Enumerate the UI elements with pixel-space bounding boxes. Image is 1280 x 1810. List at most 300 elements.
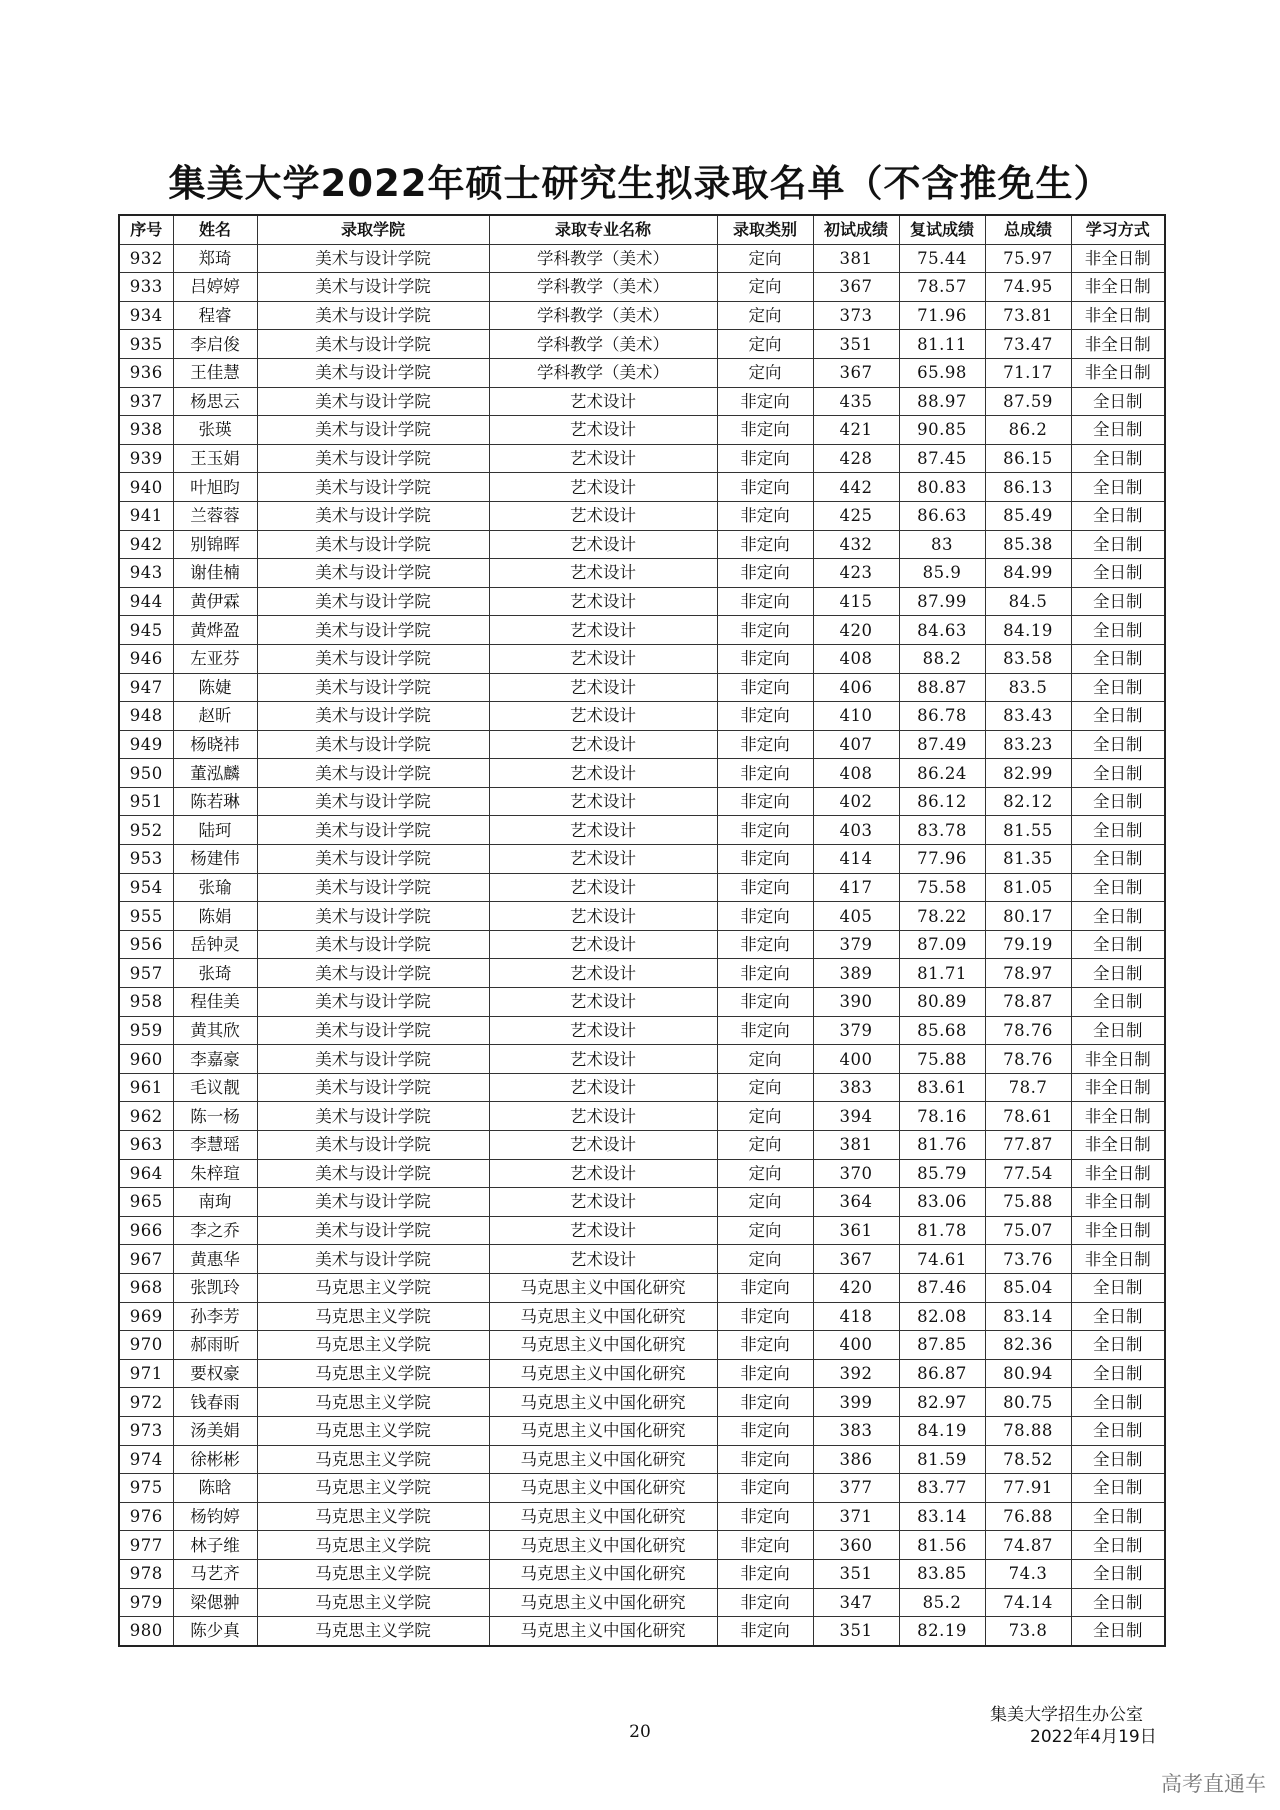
- cell-name: 汤美娟: [173, 1416, 257, 1445]
- table-body: [119, 244, 1165, 1646]
- cell-initial-score: 408: [813, 644, 899, 673]
- watermark: 高考直通车: [1161, 1772, 1266, 1796]
- cell-major: 艺术设计: [489, 530, 717, 559]
- cell-category: 非定向: [717, 444, 813, 473]
- cell-name: 黄其欣: [173, 1016, 257, 1045]
- cell-name: 陈若琳: [173, 787, 257, 816]
- cell-major: 艺术设计: [489, 1245, 717, 1274]
- cell-total-score: 76.88: [985, 1502, 1071, 1531]
- cell-initial-score: 394: [813, 1102, 899, 1131]
- cell-initial-score: 428: [813, 444, 899, 473]
- cell-total-score: 82.12: [985, 787, 1071, 816]
- cell-name: 程佳美: [173, 988, 257, 1017]
- cell-name: 张琦: [173, 959, 257, 988]
- cell-category: 非定向: [717, 1502, 813, 1531]
- cell-category: 非定向: [717, 959, 813, 988]
- cell-name: 兰蓉蓉: [173, 501, 257, 530]
- header-total-score: 总成绩: [985, 215, 1071, 244]
- cell-initial-score: 381: [813, 244, 899, 273]
- cell-retest-score: 86.12: [899, 787, 985, 816]
- cell-college: 美术与设计学院: [257, 244, 489, 273]
- cell-category: 非定向: [717, 730, 813, 759]
- cell-major: 马克思主义中国化研究: [489, 1359, 717, 1388]
- table-row: [119, 730, 1165, 759]
- cell-college: 美术与设计学院: [257, 301, 489, 330]
- table-row: [119, 444, 1165, 473]
- cell-study-mode: 全日制: [1071, 1559, 1165, 1588]
- cell-retest-score: 81.78: [899, 1216, 985, 1245]
- cell-major: 艺术设计: [489, 1073, 717, 1102]
- cell-total-score: 85.04: [985, 1273, 1071, 1302]
- cell-index: 939: [119, 444, 173, 473]
- cell-college: 美术与设计学院: [257, 616, 489, 645]
- table-row: [119, 988, 1165, 1017]
- cell-college: 美术与设计学院: [257, 930, 489, 959]
- cell-college: 美术与设计学院: [257, 787, 489, 816]
- cell-category: 非定向: [717, 902, 813, 931]
- cell-index: 948: [119, 702, 173, 731]
- cell-study-mode: 全日制: [1071, 1331, 1165, 1360]
- cell-college: 美术与设计学院: [257, 358, 489, 387]
- cell-retest-score: 87.09: [899, 930, 985, 959]
- cell-college: 马克思主义学院: [257, 1359, 489, 1388]
- cell-index: 977: [119, 1531, 173, 1560]
- cell-retest-score: 78.22: [899, 902, 985, 931]
- cell-total-score: 84.5: [985, 587, 1071, 616]
- office-name: 集美大学招生办公室: [990, 1705, 1143, 1725]
- cell-college: 美术与设计学院: [257, 416, 489, 445]
- cell-total-score: 77.87: [985, 1131, 1071, 1160]
- cell-total-score: 74.3: [985, 1559, 1071, 1588]
- cell-total-score: 87.59: [985, 387, 1071, 416]
- cell-total-score: 78.52: [985, 1445, 1071, 1474]
- cell-index: 976: [119, 1502, 173, 1531]
- cell-study-mode: 非全日制: [1071, 1245, 1165, 1274]
- cell-study-mode: 全日制: [1071, 1416, 1165, 1445]
- cell-initial-score: 407: [813, 730, 899, 759]
- cell-major: 艺术设计: [489, 444, 717, 473]
- cell-college: 美术与设计学院: [257, 1102, 489, 1131]
- cell-name: 南珣: [173, 1188, 257, 1217]
- cell-total-score: 73.81: [985, 301, 1071, 330]
- cell-retest-score: 82.08: [899, 1302, 985, 1331]
- cell-retest-score: 84.19: [899, 1416, 985, 1445]
- cell-initial-score: 351: [813, 330, 899, 359]
- cell-study-mode: 全日制: [1071, 1273, 1165, 1302]
- cell-category: 定向: [717, 358, 813, 387]
- cell-category: 定向: [717, 301, 813, 330]
- cell-index: 959: [119, 1016, 173, 1045]
- cell-name: 赵昕: [173, 702, 257, 731]
- cell-college: 美术与设计学院: [257, 444, 489, 473]
- cell-category: 非定向: [717, 616, 813, 645]
- table-row: [119, 702, 1165, 731]
- cell-initial-score: 400: [813, 1045, 899, 1074]
- cell-retest-score: 90.85: [899, 416, 985, 445]
- cell-index: 941: [119, 501, 173, 530]
- cell-study-mode: 非全日制: [1071, 1045, 1165, 1074]
- cell-college: 美术与设计学院: [257, 644, 489, 673]
- issue-date: 2022年4月19日: [1030, 1727, 1157, 1747]
- cell-college: 美术与设计学院: [257, 1188, 489, 1217]
- cell-total-score: 77.91: [985, 1474, 1071, 1503]
- cell-initial-score: 435: [813, 387, 899, 416]
- cell-major: 艺术设计: [489, 616, 717, 645]
- cell-college: 马克思主义学院: [257, 1331, 489, 1360]
- table-row: [119, 330, 1165, 359]
- cell-index: 956: [119, 930, 173, 959]
- cell-category: 非定向: [717, 1388, 813, 1417]
- cell-initial-score: 405: [813, 902, 899, 931]
- header-retest-score: 复试成绩: [899, 215, 985, 244]
- cell-study-mode: 非全日制: [1071, 1159, 1165, 1188]
- table-row: [119, 244, 1165, 273]
- cell-major: 艺术设计: [489, 1188, 717, 1217]
- cell-name: 马艺齐: [173, 1559, 257, 1588]
- cell-total-score: 84.99: [985, 559, 1071, 588]
- page-number: 20: [629, 1722, 651, 1742]
- cell-initial-score: 351: [813, 1617, 899, 1646]
- cell-name: 叶旭昀: [173, 473, 257, 502]
- cell-study-mode: 非全日制: [1071, 358, 1165, 387]
- cell-category: 非定向: [717, 1559, 813, 1588]
- table-row: [119, 301, 1165, 330]
- cell-index: 936: [119, 358, 173, 387]
- table-row: [119, 1216, 1165, 1245]
- cell-index: 974: [119, 1445, 173, 1474]
- cell-major: 艺术设计: [489, 816, 717, 845]
- cell-name: 陈晗: [173, 1474, 257, 1503]
- cell-initial-score: 417: [813, 873, 899, 902]
- cell-retest-score: 85.9: [899, 559, 985, 588]
- cell-major: 艺术设计: [489, 673, 717, 702]
- table-row: [119, 358, 1165, 387]
- cell-retest-score: 81.11: [899, 330, 985, 359]
- cell-study-mode: 全日制: [1071, 616, 1165, 645]
- cell-major: 艺术设计: [489, 902, 717, 931]
- cell-study-mode: 全日制: [1071, 1617, 1165, 1646]
- cell-major: 艺术设计: [489, 759, 717, 788]
- cell-index: 967: [119, 1245, 173, 1274]
- cell-retest-score: 78.16: [899, 1102, 985, 1131]
- cell-retest-score: 88.87: [899, 673, 985, 702]
- cell-category: 非定向: [717, 473, 813, 502]
- cell-total-score: 81.35: [985, 845, 1071, 874]
- cell-college: 马克思主义学院: [257, 1273, 489, 1302]
- cell-index: 942: [119, 530, 173, 559]
- cell-index: 951: [119, 787, 173, 816]
- cell-category: 定向: [717, 244, 813, 273]
- cell-index: 955: [119, 902, 173, 931]
- table-row: [119, 1416, 1165, 1445]
- cell-index: 932: [119, 244, 173, 273]
- cell-major: 艺术设计: [489, 845, 717, 874]
- table-row: [119, 473, 1165, 502]
- cell-index: 949: [119, 730, 173, 759]
- cell-total-score: 80.17: [985, 902, 1071, 931]
- cell-study-mode: 非全日制: [1071, 1188, 1165, 1217]
- cell-college: 美术与设计学院: [257, 1245, 489, 1274]
- cell-total-score: 86.15: [985, 444, 1071, 473]
- cell-initial-score: 367: [813, 358, 899, 387]
- cell-initial-score: 373: [813, 301, 899, 330]
- cell-initial-score: 351: [813, 1559, 899, 1588]
- cell-category: 非定向: [717, 501, 813, 530]
- cell-index: 971: [119, 1359, 173, 1388]
- cell-name: 钱春雨: [173, 1388, 257, 1417]
- cell-name: 陈婕: [173, 673, 257, 702]
- cell-retest-score: 80.89: [899, 988, 985, 1017]
- cell-index: 938: [119, 416, 173, 445]
- table-row: [119, 616, 1165, 645]
- cell-study-mode: 全日制: [1071, 644, 1165, 673]
- cell-index: 950: [119, 759, 173, 788]
- cell-study-mode: 非全日制: [1071, 1216, 1165, 1245]
- table-row: [119, 1559, 1165, 1588]
- cell-category: 定向: [717, 273, 813, 302]
- cell-initial-score: 408: [813, 759, 899, 788]
- cell-index: 970: [119, 1331, 173, 1360]
- cell-major: 艺术设计: [489, 930, 717, 959]
- cell-major: 艺术设计: [489, 587, 717, 616]
- cell-retest-score: 83.14: [899, 1502, 985, 1531]
- cell-category: 非定向: [717, 787, 813, 816]
- cell-category: 定向: [717, 1045, 813, 1074]
- cell-index: 940: [119, 473, 173, 502]
- cell-total-score: 74.95: [985, 273, 1071, 302]
- cell-name: 张瑜: [173, 873, 257, 902]
- cell-total-score: 78.87: [985, 988, 1071, 1017]
- cell-initial-score: 403: [813, 816, 899, 845]
- cell-name: 李启俊: [173, 330, 257, 359]
- header-index: 序号: [119, 215, 173, 244]
- cell-name: 李慧瑶: [173, 1131, 257, 1160]
- cell-initial-score: 392: [813, 1359, 899, 1388]
- cell-college: 美术与设计学院: [257, 959, 489, 988]
- table-row: [119, 1016, 1165, 1045]
- cell-index: 961: [119, 1073, 173, 1102]
- cell-category: 非定向: [717, 644, 813, 673]
- cell-retest-score: 71.96: [899, 301, 985, 330]
- cell-major: 马克思主义中国化研究: [489, 1588, 717, 1617]
- cell-college: 美术与设计学院: [257, 873, 489, 902]
- cell-retest-score: 86.78: [899, 702, 985, 731]
- table-row: [119, 1617, 1165, 1646]
- cell-total-score: 78.88: [985, 1416, 1071, 1445]
- cell-index: 973: [119, 1416, 173, 1445]
- cell-index: 944: [119, 587, 173, 616]
- cell-study-mode: 全日制: [1071, 988, 1165, 1017]
- table-row: [119, 1445, 1165, 1474]
- cell-category: 非定向: [717, 387, 813, 416]
- cell-retest-score: 81.76: [899, 1131, 985, 1160]
- cell-study-mode: 非全日制: [1071, 1073, 1165, 1102]
- cell-index: 968: [119, 1273, 173, 1302]
- cell-college: 马克思主义学院: [257, 1502, 489, 1531]
- cell-total-score: 73.47: [985, 330, 1071, 359]
- cell-initial-score: 423: [813, 559, 899, 588]
- cell-initial-score: 371: [813, 1502, 899, 1531]
- cell-retest-score: 82.19: [899, 1617, 985, 1646]
- cell-name: 张凯玲: [173, 1273, 257, 1302]
- cell-initial-score: 383: [813, 1073, 899, 1102]
- cell-study-mode: 全日制: [1071, 587, 1165, 616]
- cell-name: 徐彬彬: [173, 1445, 257, 1474]
- cell-college: 马克思主义学院: [257, 1531, 489, 1560]
- cell-retest-score: 80.83: [899, 473, 985, 502]
- cell-retest-score: 81.71: [899, 959, 985, 988]
- cell-study-mode: 全日制: [1071, 1502, 1165, 1531]
- table-row: [119, 1388, 1165, 1417]
- header-name: 姓名: [173, 215, 257, 244]
- cell-college: 美术与设计学院: [257, 988, 489, 1017]
- table-row: [119, 1588, 1165, 1617]
- cell-index: 963: [119, 1131, 173, 1160]
- cell-retest-score: 85.68: [899, 1016, 985, 1045]
- footer-signature: [990, 1704, 1190, 1748]
- cell-initial-score: 425: [813, 501, 899, 530]
- cell-retest-score: 87.45: [899, 444, 985, 473]
- cell-index: 958: [119, 988, 173, 1017]
- cell-study-mode: 全日制: [1071, 387, 1165, 416]
- cell-total-score: 74.87: [985, 1531, 1071, 1560]
- cell-total-score: 78.97: [985, 959, 1071, 988]
- cell-initial-score: 418: [813, 1302, 899, 1331]
- cell-index: 979: [119, 1588, 173, 1617]
- cell-category: 非定向: [717, 759, 813, 788]
- cell-major: 马克思主义中国化研究: [489, 1531, 717, 1560]
- cell-index: 966: [119, 1216, 173, 1245]
- cell-retest-score: 75.88: [899, 1045, 985, 1074]
- cell-college: 美术与设计学院: [257, 1216, 489, 1245]
- cell-study-mode: 非全日制: [1071, 301, 1165, 330]
- cell-initial-score: 347: [813, 1588, 899, 1617]
- cell-category: 非定向: [717, 1416, 813, 1445]
- table-row: [119, 1502, 1165, 1531]
- cell-college: 马克思主义学院: [257, 1302, 489, 1331]
- cell-study-mode: 全日制: [1071, 501, 1165, 530]
- table-row: [119, 873, 1165, 902]
- cell-retest-score: 82.97: [899, 1388, 985, 1417]
- cell-category: 非定向: [717, 702, 813, 731]
- cell-retest-score: 75.58: [899, 873, 985, 902]
- table-row: [119, 1159, 1165, 1188]
- cell-major: 艺术设计: [489, 559, 717, 588]
- cell-retest-score: 81.56: [899, 1531, 985, 1560]
- cell-major: 学科教学（美术）: [489, 330, 717, 359]
- table-row: [119, 1188, 1165, 1217]
- cell-index: 962: [119, 1102, 173, 1131]
- cell-name: 黄伊霖: [173, 587, 257, 616]
- cell-index: 933: [119, 273, 173, 302]
- cell-total-score: 85.49: [985, 501, 1071, 530]
- cell-total-score: 75.07: [985, 1216, 1071, 1245]
- cell-major: 艺术设计: [489, 1102, 717, 1131]
- cell-initial-score: 410: [813, 702, 899, 731]
- table-row: [119, 501, 1165, 530]
- cell-college: 美术与设计学院: [257, 702, 489, 731]
- cell-major: 艺术设计: [489, 988, 717, 1017]
- cell-total-score: 83.5: [985, 673, 1071, 702]
- cell-study-mode: 全日制: [1071, 416, 1165, 445]
- cell-major: 学科教学（美术）: [489, 273, 717, 302]
- cell-study-mode: 全日制: [1071, 930, 1165, 959]
- cell-name: 谢佳楠: [173, 559, 257, 588]
- cell-college: 美术与设计学院: [257, 902, 489, 931]
- cell-name: 林子维: [173, 1531, 257, 1560]
- cell-study-mode: 全日制: [1071, 530, 1165, 559]
- cell-name: 陈娟: [173, 902, 257, 931]
- cell-major: 马克思主义中国化研究: [489, 1445, 717, 1474]
- cell-category: 非定向: [717, 1359, 813, 1388]
- cell-college: 美术与设计学院: [257, 587, 489, 616]
- cell-initial-score: 390: [813, 988, 899, 1017]
- cell-total-score: 74.14: [985, 1588, 1071, 1617]
- cell-major: 艺术设计: [489, 873, 717, 902]
- cell-college: 美术与设计学院: [257, 730, 489, 759]
- cell-initial-score: 421: [813, 416, 899, 445]
- cell-name: 陆珂: [173, 816, 257, 845]
- cell-category: 定向: [717, 1073, 813, 1102]
- cell-total-score: 75.97: [985, 244, 1071, 273]
- cell-major: 学科教学（美术）: [489, 301, 717, 330]
- cell-name: 杨思云: [173, 387, 257, 416]
- cell-study-mode: 非全日制: [1071, 1131, 1165, 1160]
- cell-index: 943: [119, 559, 173, 588]
- cell-initial-score: 432: [813, 530, 899, 559]
- cell-total-score: 73.76: [985, 1245, 1071, 1274]
- table-row: [119, 587, 1165, 616]
- cell-total-score: 79.19: [985, 930, 1071, 959]
- table-row: [119, 1045, 1165, 1074]
- cell-index: 972: [119, 1388, 173, 1417]
- table-row: [119, 959, 1165, 988]
- cell-initial-score: 379: [813, 1016, 899, 1045]
- cell-category: 非定向: [717, 988, 813, 1017]
- cell-retest-score: 88.2: [899, 644, 985, 673]
- cell-college: 马克思主义学院: [257, 1588, 489, 1617]
- table-row: [119, 416, 1165, 445]
- cell-total-score: 71.17: [985, 358, 1071, 387]
- cell-category: 定向: [717, 330, 813, 359]
- cell-category: 非定向: [717, 816, 813, 845]
- cell-college: 美术与设计学院: [257, 273, 489, 302]
- cell-major: 艺术设计: [489, 730, 717, 759]
- cell-study-mode: 全日制: [1071, 702, 1165, 731]
- cell-category: 非定向: [717, 416, 813, 445]
- cell-retest-score: 77.96: [899, 845, 985, 874]
- cell-college: 美术与设计学院: [257, 1159, 489, 1188]
- cell-retest-score: 83.61: [899, 1073, 985, 1102]
- cell-initial-score: 400: [813, 1331, 899, 1360]
- cell-study-mode: 全日制: [1071, 902, 1165, 931]
- cell-study-mode: 全日制: [1071, 873, 1165, 902]
- cell-index: 946: [119, 644, 173, 673]
- cell-major: 学科教学（美术）: [489, 358, 717, 387]
- cell-total-score: 84.19: [985, 616, 1071, 645]
- table-row: [119, 1102, 1165, 1131]
- cell-retest-score: 86.24: [899, 759, 985, 788]
- cell-study-mode: 全日制: [1071, 959, 1165, 988]
- cell-initial-score: 379: [813, 930, 899, 959]
- table-row: [119, 387, 1165, 416]
- cell-study-mode: 非全日制: [1071, 1102, 1165, 1131]
- cell-initial-score: 361: [813, 1216, 899, 1245]
- table-row: [119, 1302, 1165, 1331]
- cell-name: 张瑛: [173, 416, 257, 445]
- cell-initial-score: 367: [813, 1245, 899, 1274]
- table-row: [119, 1474, 1165, 1503]
